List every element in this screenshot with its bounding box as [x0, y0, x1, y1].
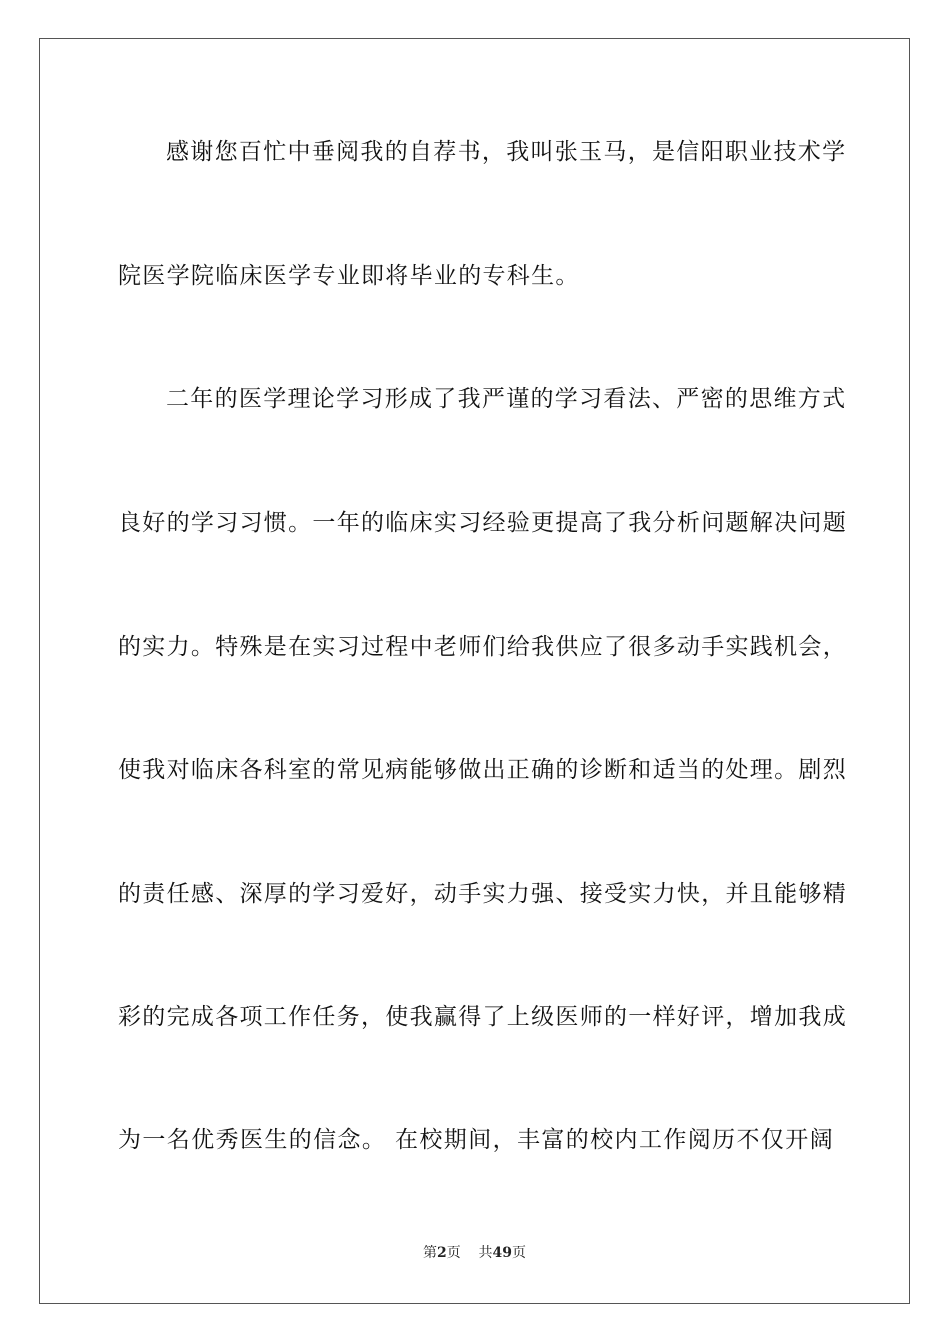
paragraph-line: 感谢您百忙中垂阅我的自荐书，我叫张玉马，是信阳职业技术学 — [166, 139, 847, 165]
paragraph-line: 的实力。特殊是在实习过程中老师们给我供应了很多动手实践机会， — [118, 634, 847, 660]
paragraph-line: 为一名优秀医生的信念。 在校期间，丰富的校内工作阅历不仅开阔 — [118, 1127, 834, 1153]
total-pages: 49 — [492, 1245, 513, 1261]
page-footer — [40, 1244, 909, 1262]
paragraph-line: 二年的医学理论学习形成了我严谨的学习看法、严密的思维方式 — [166, 386, 847, 412]
page-prefix: 第 — [422, 1245, 437, 1261]
paragraph-line: 院医学院临床医学专业即将毕业的专科生。 — [118, 263, 580, 289]
page-number: 2 — [436, 1245, 447, 1261]
page-suffix: 页 — [446, 1245, 461, 1261]
paragraph-line: 彩的完成各项工作任务，使我赢得了上级医师的一样好评，增加我成 — [118, 1004, 847, 1030]
total-suffix: 页 — [512, 1245, 527, 1261]
paragraph-line: 良好的学习习惯。一年的临床实习经验更提高了我分析问题解决问题 — [118, 510, 847, 536]
total-prefix: 共 — [478, 1245, 493, 1261]
document-page — [39, 38, 910, 1304]
paragraph-line: 使我对临床各科室的常见病能够做出正确的诊断和适当的处理。剧烈 — [118, 757, 847, 783]
paragraph-line: 的责任感、深厚的学习爱好，动手实力强、接受实力快，并且能够精 — [118, 881, 847, 907]
